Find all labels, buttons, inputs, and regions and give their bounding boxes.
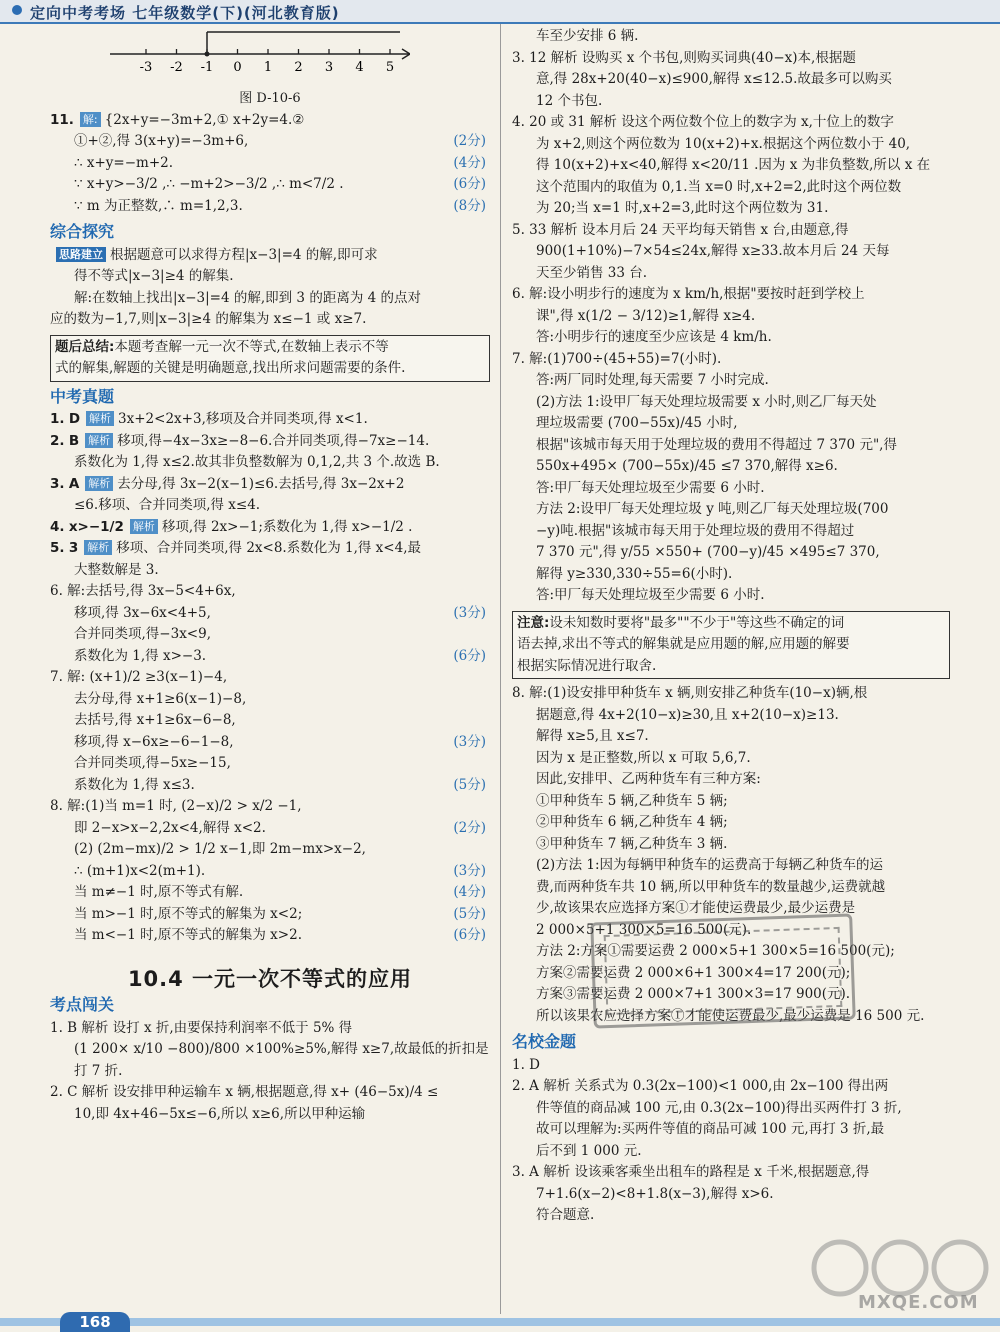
answer-line-text: 车至少安排 6 辆. (536, 28, 639, 44)
score-mark: (5分) (453, 905, 486, 922)
answer-line (512, 435, 950, 457)
answer-line (50, 131, 490, 153)
section-title-checkpoint: 考点闯关 (50, 995, 115, 1014)
answer-line (50, 796, 490, 818)
answer-line (512, 349, 950, 371)
answer-line (512, 898, 950, 920)
answer-line (50, 646, 490, 668)
answer-line-text: 这个范围内的取值为 0,1.当 x=0 时,x+2=2,此时这个两位数 (536, 178, 902, 195)
answer-line (512, 26, 950, 48)
score-mark: (2分) (453, 819, 486, 836)
answer-line (50, 538, 490, 560)
answer-choice: 3 (68, 540, 79, 556)
answer-line (512, 564, 950, 586)
left-column (50, 26, 490, 1125)
answer-line (512, 542, 950, 564)
score-mark: (2分) (453, 133, 486, 149)
answer-line (512, 392, 950, 414)
tick-label: 0 (233, 60, 242, 74)
answer-line (512, 1184, 950, 1206)
answer-line-text: ∵ m 为正整数,∴ m=1,2,3. (74, 197, 243, 214)
answer-line (50, 818, 490, 840)
tick-label: 1 (263, 60, 273, 74)
answer-line (512, 877, 950, 899)
page-header (0, 0, 1000, 24)
note-line: 语去掉,求出不等式的解集就是应用题的解,应用题的解要 (517, 636, 850, 652)
think-tag: 思路建立 (56, 247, 106, 262)
answer-line (512, 413, 950, 435)
question-number: 11. (50, 111, 74, 128)
answer-line-text: 方案③需要运费 2 000×7+1 300×3=17 900(元). (536, 986, 851, 1002)
answer-line-text: 因为 x 是正整数,所以 x 可取 5,6,7. (536, 749, 751, 766)
answer-line (50, 603, 490, 625)
score-mark: (4分) (453, 884, 486, 900)
question-number: 5. (50, 540, 65, 556)
answer-line-text: 7. 解:(1)700÷(45+55)=7(小时). (512, 350, 722, 367)
question-number: 1. (50, 411, 65, 427)
answer-line-text: 打 7 折. (74, 1062, 123, 1079)
answer-line (50, 1082, 490, 1104)
answer-line-text: 8. 解:(1)设安排甲种货车 x 辆,则安排乙种货车(10−x)辆,根 (512, 685, 868, 701)
answer-text: ≤6.移项、合并同类项,得 x≤4. (74, 497, 261, 513)
answer-line (512, 683, 950, 705)
answer-line (50, 882, 490, 904)
answer-text: 移项,得 2x>−1;系数化为 1,得 x>−1/2 . (161, 518, 413, 535)
answer-line (50, 775, 490, 797)
tick-label: 4 (355, 60, 364, 74)
answer-line-text: −y)吨.根据"该城市每天用于处理垃圾的费用不得超过 (536, 522, 855, 539)
solution-tag: 解: (80, 112, 101, 127)
question-7 (50, 667, 490, 796)
answer-line (50, 624, 490, 646)
answer-line (512, 705, 950, 727)
answer-line (512, 1141, 950, 1163)
tick-label: 3 (324, 60, 334, 74)
answer-line (50, 581, 490, 603)
explore-line: 解:在数轴上找出|x−3|=4 的解,即到 3 的距离为 4 的点对 (74, 289, 421, 306)
seal-stamp-inner (604, 927, 843, 1015)
answer-line-text: 去括号,得 x+1≥6x−6−8, (74, 712, 236, 728)
right-answers-part3 (512, 1055, 950, 1227)
score-mark: (6分) (453, 927, 486, 943)
question-number: 4. (50, 518, 65, 535)
answer-line-text: 6. 解:设小明步行的速度为 x km/h,根据"要按时赶到学校上 (512, 286, 865, 302)
answer-line-text: 1. D (512, 1056, 540, 1073)
tick-label: 5 (385, 60, 395, 74)
answer-line (50, 732, 490, 754)
answer-line (512, 855, 950, 877)
answer-line (50, 667, 490, 689)
answer-text: 移项,得−4x−3x≥−8−6.合并同类项,得−7x≥−14. (117, 432, 430, 449)
checkpoint-answers (50, 1018, 490, 1126)
analysis-tag: 解析 (84, 540, 112, 555)
header-bullet-icon (12, 5, 22, 15)
number-line-svg (50, 26, 410, 74)
answer-line (512, 769, 950, 791)
answer-line-text: 方案②需要运费 2 000×6+1 300×4=17 200(元); (536, 964, 851, 981)
answer-line-text: 当 m>−1 时,原不等式的解集为 x<2; (74, 905, 303, 922)
answer-choice: D (68, 411, 81, 427)
answer-line (50, 1061, 490, 1083)
answer-line (512, 134, 950, 156)
answer-line (512, 748, 950, 770)
right-column (512, 26, 950, 1227)
answer-line (50, 839, 490, 861)
answer-line-text: 合并同类项,得−3x<9, (74, 626, 211, 642)
answer-line-text: 10,即 4x+46−5x≤−6,所以 x≥6,所以甲种运输 (74, 1105, 366, 1122)
answer-line (50, 710, 490, 732)
question-8 (50, 796, 490, 947)
answer-line (512, 69, 950, 91)
answer-line (50, 753, 490, 775)
answer-line-text: 合并同类项,得−5x≥−15, (74, 755, 231, 771)
explore-line: 得不等式|x−3|≥4 的解集. (74, 268, 234, 284)
answer-line (50, 474, 490, 496)
answer-line (512, 220, 950, 242)
answer-line (512, 177, 950, 199)
answer-line-text: 答:小明步行的速度至少应该是 4 km/h. (536, 329, 772, 345)
score-mark: (5分) (453, 776, 486, 793)
answer-line (512, 1162, 950, 1184)
answer-line (512, 1055, 950, 1077)
answer-line (50, 196, 490, 218)
answer-line (50, 517, 490, 539)
tick-label: -2 (170, 60, 183, 74)
answer-line-text: ③甲种货车 7 辆,乙种货车 3 辆. (536, 835, 728, 852)
note-title: 注意: (517, 614, 550, 631)
score-mark: (3分) (453, 862, 486, 879)
answer-line-text: (2)方法 1:设甲厂每天处理垃圾需要 x 小时,则乙厂每天处 (536, 393, 877, 410)
note-box (512, 611, 950, 680)
summary-title: 题后总结: (55, 338, 115, 355)
answer-line-text: 移项,得 x−6x≥−6−1−8, (74, 733, 234, 750)
answer-line-text: 7+1.6(x−2)<8+1.8(x−3),解得 x>6. (536, 1185, 774, 1202)
answer-line-text: 12 个书包. (536, 92, 603, 109)
answer-line-text: 答:两厂同时处理,每天需要 7 小时完成. (536, 372, 769, 388)
answer-line (50, 689, 490, 711)
answer-line (512, 1076, 950, 1098)
answer-line (512, 1098, 950, 1120)
answer-line (512, 155, 950, 177)
section-title-famous: 名校金题 (512, 1032, 577, 1051)
answer-line-text: 2. A 解析 关系式为 0.3(2x−100)<1 000,由 2x−100 得出两 (512, 1078, 889, 1094)
chapter-title: 10.4 一元一次不等式的应用 (127, 966, 413, 991)
answer-line-text: ∴ (m+1)x<2(m+1). (74, 862, 206, 879)
answer-line-text: 课",得 x(1/2 − 3/12)≥1,解得 x≥4. (536, 307, 756, 324)
explore-block (50, 245, 490, 382)
score-mark: (4分) (453, 154, 486, 171)
page-number: 168 (60, 1312, 130, 1332)
answer-line (512, 1119, 950, 1141)
answer-choice: A (68, 475, 80, 492)
answer-line-text: 解得 x≥5,且 x≤7. (536, 728, 649, 744)
answer-line-text: 故可以理解为:买两件等值的商品可减 100 元,再打 3 折,最 (536, 1121, 885, 1137)
answer-line-text: 符合题意. (536, 1207, 595, 1223)
score-mark: (3分) (453, 733, 486, 750)
answer-line-text: ②甲种货车 6 辆,乙种货车 4 辆; (536, 814, 728, 830)
answer-line-text: 为 20;当 x=1 时,x+2=3,此时这个两位数为 31. (536, 200, 829, 216)
answer-line (512, 327, 950, 349)
answer-line-text: 3. A 解析 设该乘客乘坐出租车的路程是 x 千米,根据题意,得 (512, 1164, 870, 1180)
answer-line-text: ①甲种货车 5 辆,乙种货车 5 辆; (536, 792, 728, 809)
answer-line-text: 550x+495× (700−55x)/45 ≤7 370,解得 x≥6. (536, 458, 838, 474)
answer-line-text: 得 10(x+2)+x<40,解得 x<20/11 .因为 x 为非负整数,所以 x 在 (536, 157, 931, 173)
answer-line (50, 1039, 490, 1061)
answer-line-text: 意,得 28x+20(40−x)≤900,解得 x≤12.5.故最多可以购买 (536, 71, 892, 87)
analysis-tag: 解析 (85, 433, 113, 448)
answer-line (512, 112, 950, 134)
summary-box (50, 335, 490, 382)
boundary-point (205, 52, 210, 57)
answer-line-text: (1 200× x/10 −800)/800 ×100%≥5%,解得 x≥7,故最低的折扣是 (74, 1041, 489, 1057)
answer-line (50, 452, 490, 474)
answer-line-text: ①+②,得 3(x+y)=−3m+6, (74, 133, 249, 149)
answer-line (50, 409, 490, 431)
answer-line (512, 263, 950, 285)
answer-line-text: 7 370 元",得 y/55 ×550+ (700−y)/45 ×495≤7 370, (536, 544, 880, 560)
answer-line (512, 48, 950, 70)
answer-line-text: 方法 2:设甲厂每天处理垃圾 y 吨,则乙厂每天处理垃圾(700 (536, 501, 889, 517)
answer-line-text: 理垃圾需要 (700−55x)/45 小时, (536, 415, 738, 431)
answer-line (50, 560, 490, 582)
explore-line: 应的数为−1,7,则|x−3|≥4 的解集为 x≤−1 或 x≥7. (50, 311, 367, 327)
answer-line-text: 7. 解: (x+1)/2 ≥3(x−1)−4, (50, 669, 228, 685)
answer-line-text: ∵ x+y>−3/2 ,∴ −m+2>−3/2 ,∴ m<7/2 . (74, 176, 344, 192)
answer-line-text: 据题意,得 4x+2(10−x)≥30,且 x+2(10−x)≥13. (536, 706, 839, 723)
answer-line-text: 900(1+10%)−7×54≤24x,解得 x≥33.故本月后 24 天每 (536, 243, 890, 259)
answer-line-text: 件等值的商品减 100 元,由 0.3(2x−100)得出买两件打 3 折, (536, 1099, 902, 1116)
answer-line (512, 834, 950, 856)
score-mark: (6分) (453, 176, 486, 192)
answer-line-text: 系数化为 1,得 x≤3. (74, 776, 195, 793)
answer-line (512, 370, 950, 392)
answer-line (50, 174, 490, 196)
exam-answers (50, 409, 490, 581)
answer-line (50, 153, 490, 175)
answer-line-text: 即 2−x>x−2,2x<4,解得 x<2. (74, 819, 266, 836)
score-mark: (3分) (453, 604, 486, 621)
answer-line-text: 2. C 解析 设安排甲种运输车 x 辆,根据题意,得 x+ (46−5x)/4 ≤ (50, 1084, 439, 1100)
answer-line-text: 去分母,得 x+1≥6(x−1)−8, (74, 690, 247, 707)
answer-line-text: (2)方法 1:因为每辆甲种货车的运费高于每辆乙种货车的运 (536, 857, 884, 873)
answer-line (512, 791, 950, 813)
answer-line-text: (2) (2m−mx)/2 > 1/2 x−1,即 2m−mx>x−2, (74, 841, 366, 857)
answer-line (512, 521, 950, 543)
summary-line: 式的解集,解题的关键是明确题意,找出所求问题需要的条件. (55, 360, 406, 376)
right-answers-part1 (512, 26, 950, 607)
seal-stamp (590, 913, 856, 1028)
note-line: 根据实际情况进行取舍. (517, 657, 657, 674)
answer-line (50, 431, 490, 453)
question-number: 3. (50, 475, 65, 492)
answer-line (512, 241, 950, 263)
answer-text: 大整数解是 3. (74, 561, 159, 578)
answer-line (512, 1205, 950, 1227)
answer-line (50, 495, 490, 517)
section-title-explore: 综合探究 (50, 222, 115, 241)
answer-line-text: 为 x+2,则这个两位数为 10(x+2)+x.根据这个两位数小于 40, (536, 135, 911, 152)
answer-line-text: 4. 20 或 31 解析 设这个两位数个位上的数字为 x,十位上的数字 (512, 114, 894, 130)
figure-caption: 图 D-10-6 (239, 91, 301, 106)
answer-line-text: 5. 33 解析 设本月后 24 天平均每天销售 x 台,由题意,得 (512, 221, 849, 238)
analysis-tag: 解析 (85, 476, 113, 491)
summary-line: 本题考查解一元一次不等式,在数轴上表示不等 (114, 338, 389, 355)
explore-line: 根据题意可以求得方程|x−3|=4 的解,即可求 (110, 246, 378, 263)
answer-line-text: 答:甲厂每天处理垃圾至少需要 6 小时. (536, 587, 765, 603)
header-title: 定向中考考场 七年级数学(下)(河北教育版) (30, 4, 340, 22)
analysis-tag: 解析 (86, 411, 114, 426)
answer-line-text: 所以该果农应选择方案①才能使运费最少,最少运费是 16 500 元. (536, 1007, 925, 1024)
answer-choice: x>−1/2 (68, 518, 124, 535)
answer-line (50, 925, 490, 947)
answer-line (512, 499, 950, 521)
answer-text: 去分母,得 3x−2(x−1)≤6.去括号,得 3x−2x+2 (117, 475, 405, 492)
answer-line-text: ∴ x+y=−m+2. (74, 154, 174, 171)
answer-line-text: 2 000×5+1 300×5=16 500(元). (536, 921, 752, 938)
answer-text: 系数化为 1,得 x≤2.故其非负整数解为 0,1,2,共 3 个.故选 B. (74, 454, 440, 470)
answer-line-text: 因此,安排甲、乙两种货车有三种方案: (536, 771, 761, 787)
score-mark: (6分) (453, 647, 486, 664)
answer-line-text: 费,而两种货车共 10 辆,所以甲种货车的数量越少,运费就越 (536, 878, 886, 895)
answer-line-text: 当 m≠−1 时,原不等式有解. (74, 884, 244, 900)
answer-choice: B (68, 432, 80, 449)
answer-line (50, 861, 490, 883)
analysis-tag: 解析 (130, 519, 158, 534)
answer-line-text: 答:甲厂每天处理垃圾至少需要 6 小时. (536, 479, 765, 496)
footer-band (0, 1318, 1000, 1326)
question-11 (50, 110, 490, 218)
answer-line-text: 6. 解:去括号,得 3x−5<4+6x, (50, 583, 236, 599)
section-title-exam: 中考真题 (50, 386, 115, 406)
answer-line-text: 少,故该果农应选择方案①才能使运费最少,最少运费是 (536, 900, 856, 916)
answer-line (50, 110, 490, 132)
answer-line (512, 478, 950, 500)
answer-line (512, 198, 950, 220)
answer-line (512, 812, 950, 834)
score-mark: (8分) (453, 197, 486, 214)
answer-line-text: 8. 解:(1)当 m=1 时, (2−x)/2 > x/2 −1, (50, 798, 302, 814)
note-line: 设未知数时要将"最多""不少于"等这些不确定的词 (549, 614, 845, 631)
answer-line (50, 904, 490, 926)
tick-label: -3 (139, 60, 153, 74)
answer-line (512, 585, 950, 607)
tick-label: 2 (294, 60, 303, 74)
answer-line-text: 方法 2:方案①需要运费 2 000×5+1 300×5=16 500(元); (536, 943, 895, 959)
watermark-text: MXQE.COM (858, 1292, 979, 1313)
answer-line (512, 284, 950, 306)
answer-line (50, 1104, 490, 1126)
answer-line-text: 根据"该城市每天用于处理垃圾的费用不得超过 7 370 元",得 (536, 436, 897, 453)
answer-line-text: 后不到 1 000 元. (536, 1142, 642, 1159)
answer-line (50, 1018, 490, 1040)
number-line-figure (50, 26, 490, 88)
answer-line-text: 当 m<−1 时,原不等式的解集为 x>2. (74, 927, 302, 943)
answer-line-text: 天至少销售 33 台. (536, 264, 648, 281)
column-divider (500, 24, 501, 1314)
answer-text: {2x+y=−3m+2,① x+2y=4.② (104, 111, 305, 128)
answer-line-text: 解得 y≥330,330÷55=6(小时). (536, 565, 733, 582)
answer-line (512, 726, 950, 748)
answer-line (512, 91, 950, 113)
answer-line-text: 移项,得 3x−6x<4+5, (74, 604, 211, 621)
answer-line-text: 3. 12 解析 设购买 x 个书包,则购买词典(40−x)本,根据题 (512, 49, 856, 66)
answer-line (512, 456, 950, 478)
answer-line-text: 系数化为 1,得 x>−3. (74, 647, 207, 664)
answer-text: 移项、合并同类项,得 2x<8.系数化为 1,得 x<4,最 (116, 540, 421, 556)
answer-line (512, 306, 950, 328)
answer-text: 3x+2<2x+3,移项及合并同类项,得 x<1. (118, 411, 368, 427)
question-number: 2. (50, 432, 65, 449)
answer-line-text: 1. B 解析 设打 x 折,由要保持利润率不低于 5% 得 (50, 1019, 353, 1036)
question-6 (50, 581, 490, 667)
tick-label: -1 (200, 60, 214, 74)
